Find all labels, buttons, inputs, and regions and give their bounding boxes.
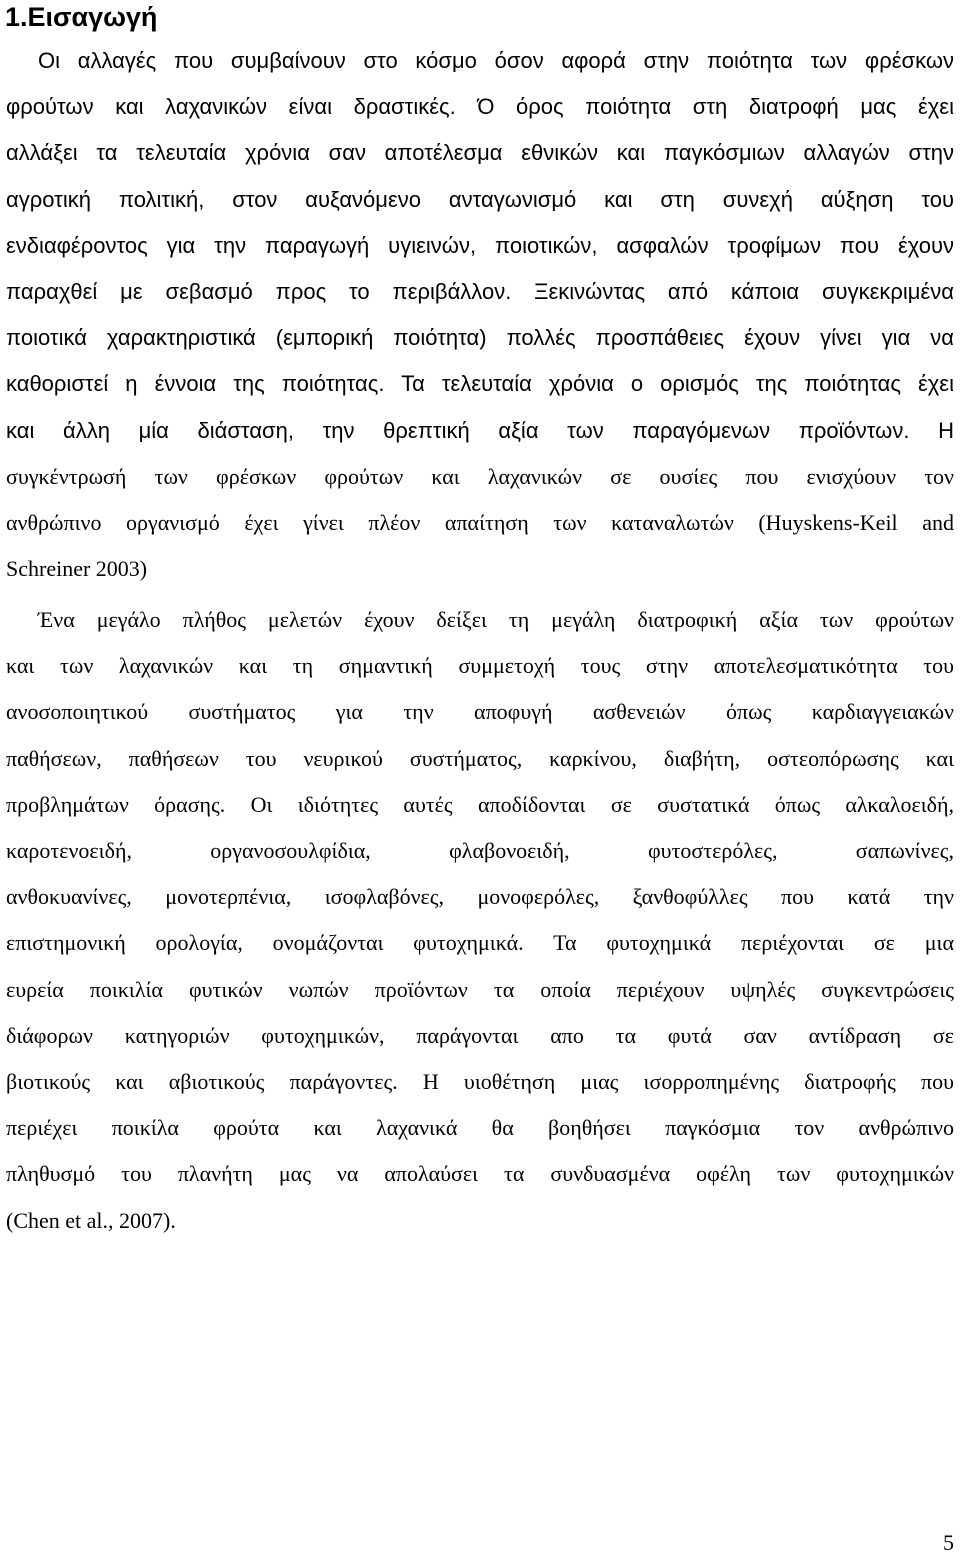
text-line: ανοσοποιητικού συστήματος για την αποφυγή ασθενειών όπως καρδιαγγειακών xyxy=(6,699,954,725)
text-line: και άλλη μία διάσταση, την θρεπτική αξία των παραγόμενων προϊόντων. Η xyxy=(6,417,954,443)
text-line: Οι αλλαγές που συμβαίνουν στο κόσμο όσον αφορά στην ποιότητα των φρέσκων xyxy=(38,48,954,73)
text-line: συγκέντρωσή των φρέσκων φρούτων και λαχανικών σε ουσίες που ενισχύουν τον xyxy=(6,463,954,489)
text-line: αγροτική πολιτική, στον αυξανόμενο ανταγωνισμό και στη συνεχή αύξηση του xyxy=(6,186,954,212)
text-line: ποιοτικά χαρακτηριστικά (εμπορική ποιότητα) πολλές προσπάθειες έχουν γίνει για να xyxy=(6,325,954,351)
text-line: βιοτικούς και αβιοτικούς παράγοντες. Η υιοθέτηση μιας ισορροπημένης διατροφής που xyxy=(6,1069,954,1095)
text-line: παραχθεί με σεβασμό προς το περιβάλλον. Ξεκινώντας από κάποια συγκεκριμένα xyxy=(6,279,954,305)
page-number: 5 xyxy=(943,1530,954,1555)
section-heading: 1.Εισαγωγή xyxy=(5,2,158,32)
text-line: διάφορων κατηγοριών φυτοχημικών, παράγονται απο τα φυτά σαν αντίδραση σε xyxy=(6,1022,954,1048)
text-line: Ένα μεγάλο πλήθος μελετών έχουν δείξει τη μεγάλη διατροφική αξία των φρούτων xyxy=(38,607,954,632)
text-line: αλλάξει τα τελευταία χρόνια σαν αποτέλεσμα εθνικών και παγκόσμιων αλλαγών στην xyxy=(6,140,954,166)
paragraph-2 xyxy=(6,597,954,1244)
text-line: φρούτων και λαχανικών είναι δραστικές. Ό όρος ποιότητα στη διατροφή μας έχει xyxy=(6,94,954,120)
text-line: επιστημονική ορολογία, ονομάζονται φυτοχημικά. Τα φυτοχημικά περιέχονται σε μια xyxy=(6,930,954,956)
text-line: πληθυσμό του πλανήτη μας να απολαύσει τα συνδυασμένα οφέλη των φυτοχημικών xyxy=(6,1161,954,1187)
text-line: ανθοκυανίνες, μονοτερπένια, ισοφλαβόνες, μονοφερόλες, ξανθοφύλλες που κατά την xyxy=(6,884,954,910)
text-line: ανθρώπινο οργανισμό έχει γίνει πλέον απαίτηση των καταναλωτών (Huyskens-Keil and xyxy=(6,510,954,536)
text-line: ενδιαφέροντος για την παραγωγή υγιεινών, ποιοτικών, ασφαλών τροφίμων που έχουν xyxy=(6,232,954,258)
text-line: προβλημάτων όρασης. Οι ιδιότητες αυτές αποδίδονται σε συστατικά όπως αλκαλοειδή, xyxy=(6,791,954,817)
text-line: ευρεία ποικιλία φυτικών νωπών προϊόντων τα οποία περιέχουν υψηλές συγκεντρώσεις xyxy=(6,976,954,1002)
text-line: Schreiner 2003) xyxy=(6,556,148,582)
text-line: και των λαχανικών και τη σημαντική συμμετοχή τους στην αποτελεσματικότητα του xyxy=(6,653,954,679)
text-line: περιέχει ποικίλα φρούτα και λαχανικά θα βοηθήσει παγκόσμια τον ανθρώπινο xyxy=(6,1115,954,1141)
text-line: καθοριστεί η έννοια της ποιότητας. Τα τελευταία χρόνια ο ορισμός της ποιότητας έχει xyxy=(6,371,954,397)
text-line: καροτενοειδή, οργανοσουλφίδια, φλαβονοειδή, φυτοστερόλες, σαπωνίνες, xyxy=(6,838,954,864)
text-line: (Chen et al., 2007). xyxy=(6,1207,176,1233)
text-line: παθήσεων, παθήσεων του νευρικού συστήματος, καρκίνου, διαβήτη, οστεοπόρωσης και xyxy=(6,745,954,771)
paragraph-1 xyxy=(6,38,954,592)
